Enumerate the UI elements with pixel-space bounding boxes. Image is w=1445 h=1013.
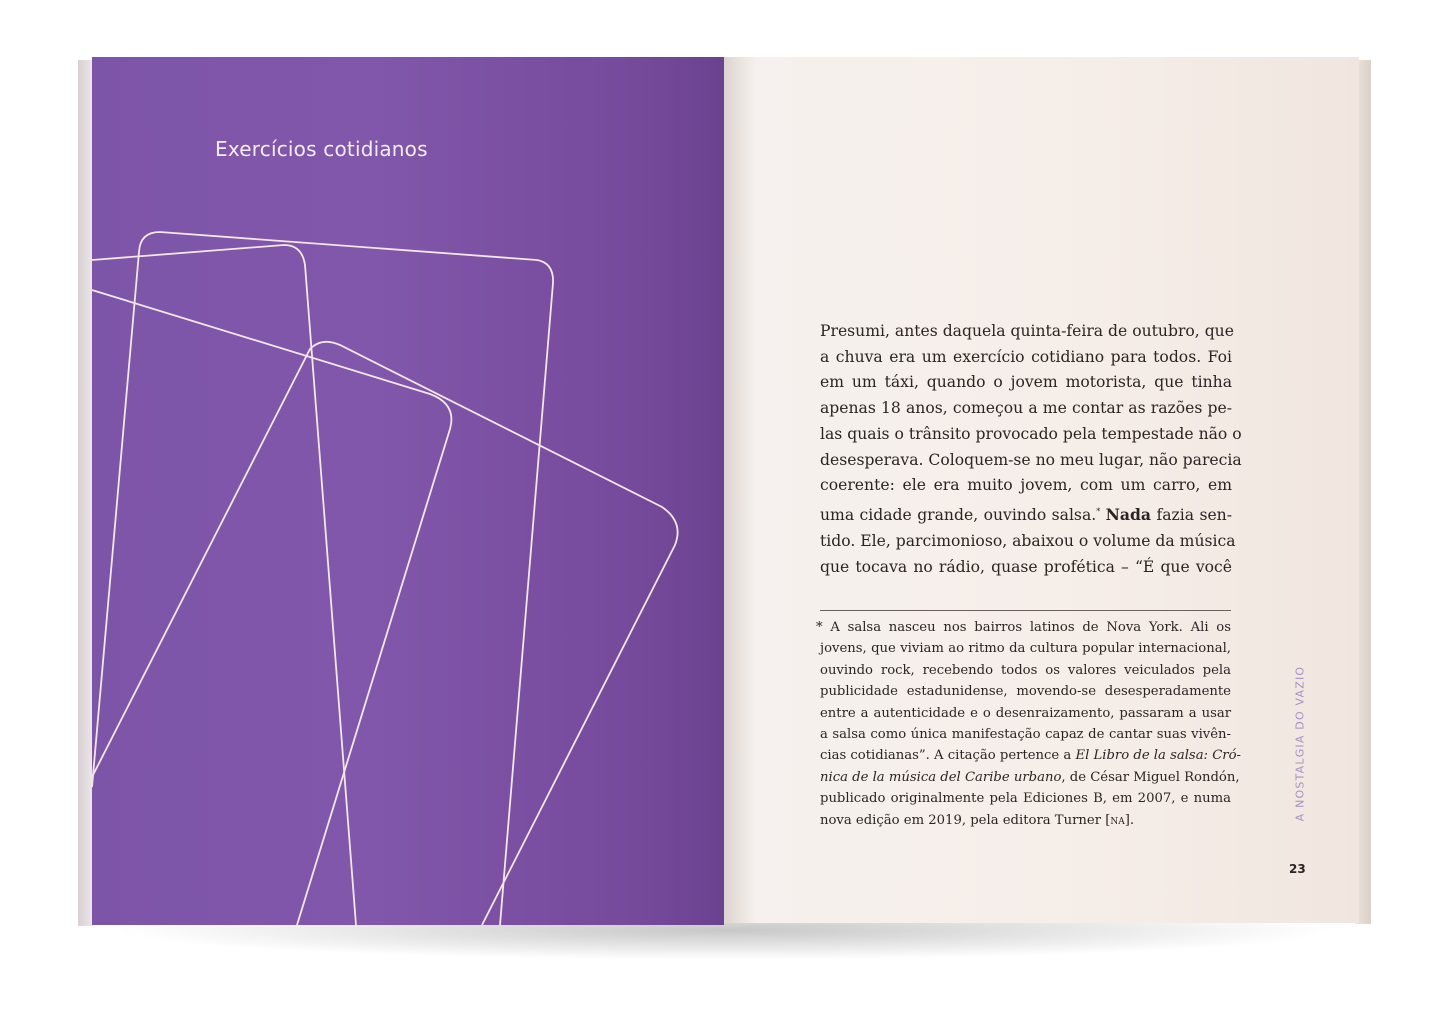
running-head-text: A NOSTALGIA DO VAZIO xyxy=(1293,665,1307,822)
footnote-line: ouvindo rock, recebendo todos os valores veiculados pela xyxy=(820,662,1231,678)
card-outline xyxy=(92,342,678,925)
card-outline xyxy=(92,290,451,925)
chapter-title: Exercícios cotidianos xyxy=(215,137,428,161)
text-fragment: cias cotidianas”. A citação pertence a xyxy=(820,748,1076,764)
text-line xyxy=(820,499,1232,529)
footnote-line xyxy=(816,745,1241,766)
card-outline xyxy=(92,232,553,925)
text-line: coerente: ele era muito jovem, com um carro, em xyxy=(820,476,1232,495)
running-head xyxy=(1290,667,1310,827)
text-fragment: ]. xyxy=(1124,812,1135,828)
text-line: a chuva era um exercício cotidiano para todos. Foi xyxy=(820,347,1232,366)
right-page xyxy=(724,57,1359,923)
footnote-line xyxy=(816,767,1240,788)
footnote-line: * A salsa nasceu nos bairros latinos de Nova York. Ali os xyxy=(816,620,1231,635)
body-text xyxy=(820,319,1242,580)
footnote-line: a salsa como única manifestação capaz de cantar suas vivên- xyxy=(820,727,1231,743)
left-page xyxy=(92,57,724,925)
text-fragment: fazia sen- xyxy=(1151,506,1232,525)
footnote-marker: * xyxy=(1096,506,1101,516)
text-line: tido. Ele, parcimonioso, abaixou o volume da música xyxy=(820,531,1236,550)
footnote-line: jovens, que viviam ao ritmo da cultura popular internacional, xyxy=(820,641,1231,657)
text-line: desesperava. Coloquem-se no meu lugar, não parecia xyxy=(820,450,1242,469)
footnote-line: publicidade estadunidense, movendo-se desesperadamente xyxy=(820,684,1231,700)
text-line: Presumi, antes daquela quinta-feira de outubro, que xyxy=(820,322,1234,340)
cards-illustration xyxy=(92,57,724,925)
text-line: apenas 18 anos, começou a me contar as razões pe- xyxy=(820,399,1232,418)
text-fragment: uma cidade grande, ouvindo salsa. xyxy=(820,506,1097,525)
text-line: em um táxi, quando o jovem motorista, que tinha xyxy=(820,373,1232,392)
footnote-rule xyxy=(820,610,1231,611)
book-title: El Libro de la salsa: Cró- xyxy=(1075,748,1241,764)
page-number: 23 xyxy=(1289,862,1306,876)
card-outline xyxy=(92,245,356,925)
footnote-line: publicado originalmente pela Ediciones B, em 2007, e numa xyxy=(820,791,1231,807)
footnote xyxy=(816,617,1241,831)
footnote-line xyxy=(816,810,1231,831)
note-abbrev: na xyxy=(1110,812,1125,828)
text-line: que tocava no rádio, quase profética – “É que você xyxy=(820,557,1232,576)
text-line: las quais o trânsito provocado pela tempestade não o xyxy=(820,424,1242,443)
text-fragment: , de César Miguel Rondón, xyxy=(1061,769,1240,785)
book-title: nica de la música del Caribe urbano xyxy=(820,769,1062,785)
bold-word: Nada xyxy=(1105,505,1152,525)
text-fragment: nova edição em 2019, pela editora Turner [ xyxy=(820,812,1111,828)
footnote-line: entre a autenticidade e o desenraizamento, passaram a usar xyxy=(820,705,1231,721)
